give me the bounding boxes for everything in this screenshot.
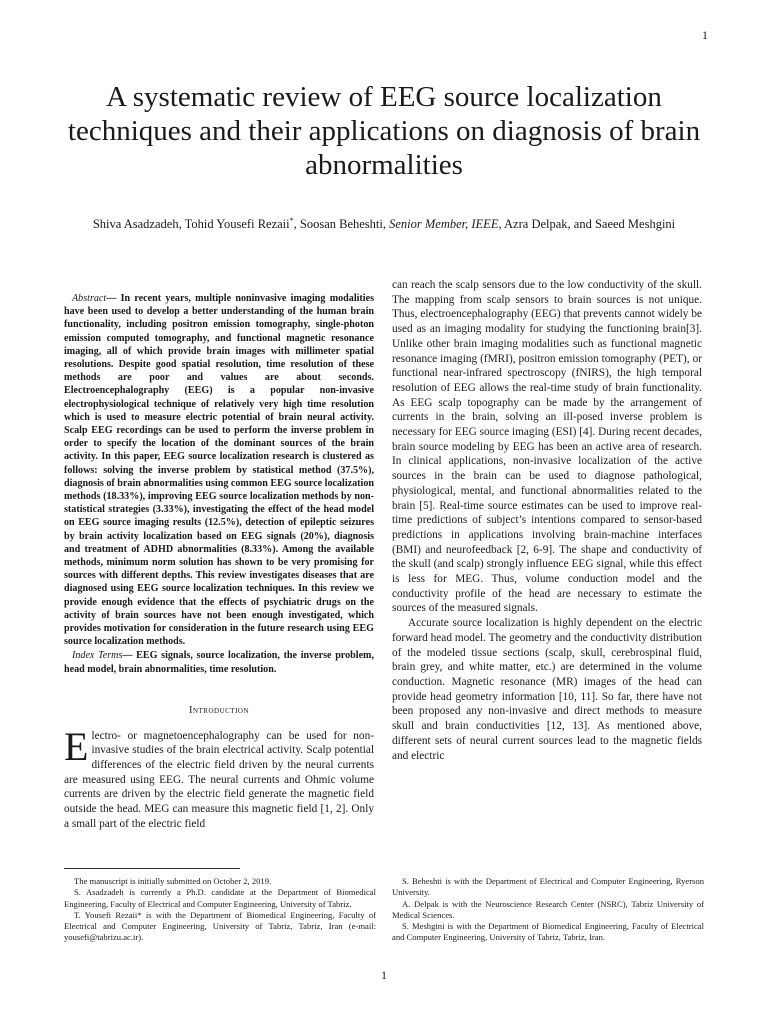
corresponding-author-mark: *	[289, 216, 294, 225]
footnote: S. Meshgini is with the Department of Biomedical Engineering, Faculty of Electrical and Computer Engineering, University of Tabriz, Tabriz, Iran.	[392, 921, 704, 943]
footnote: A. Delpak is with the Neuroscience Research Center (NSRC), Tabriz University of Medical Sciences.	[392, 898, 704, 920]
index-terms	[64, 649, 374, 675]
index-terms-text: EEG signals, source localization, the inverse problem, head model, brain abnormalities, time resolution.	[64, 650, 374, 675]
header-page-number: 1	[702, 28, 708, 42]
footnote: S. Asadzadeh is currently a Ph.D. candidate at the Department of Biomedical Engineering, Faculty of Electrical and Computer Engineering, University of Tabriz.	[64, 887, 376, 909]
footnote-divider	[64, 868, 240, 869]
author-names-1: Shiva Asadzadeh, Tohid Yousefi Rezaii	[92, 217, 290, 232]
footnote: S. Beheshti is with the Department of Electrical and Computer Engineering, Ryerson University.	[392, 876, 704, 898]
footnote: T. Yousefi Rezaii* is with the Department of Biomedical Engineering, Faculty of Electrical and Computer Engineering, University of Tabriz, Tabriz, Iran (e-mail: yousefi@tabrizu.ac.ir).	[64, 909, 376, 943]
footer-page-number: 1	[381, 968, 387, 982]
author-names-2: , Soosan Beheshti,	[293, 217, 390, 232]
abstract-dash: —	[106, 293, 121, 304]
section-heading-introduction: Introduction	[188, 704, 250, 716]
footnotes-right	[392, 876, 704, 944]
index-terms-dash: —	[122, 650, 137, 662]
footnote: The manuscript is initially submitted on October 2, 2019.	[74, 876, 272, 886]
author-list	[90, 212, 678, 233]
right-column	[392, 278, 702, 763]
introduction-paragraph-1	[64, 723, 374, 832]
footnotes-left	[64, 876, 376, 944]
drop-cap: E	[64, 723, 89, 769]
paper-title: A systematic review of EEG source localization techniques and their applications on diagnosis of brain abnormalities	[67, 81, 701, 181]
author-names-3: Azra Delpak, and Saeed Meshgini	[501, 217, 676, 232]
left-column	[64, 292, 374, 832]
index-terms-label: Index Terms	[72, 650, 123, 662]
abstract-text: In recent years, multiple noninvasive imaging modalities have been used to develop a better understanding of the human brain functionality, including positron emission tomography, single-photon emission computed tomography, and functional magnetic resonance imaging, all of which provide brain images with millimeter spatial resolutions. Despite good spatial resolution, time resolution of these methods are poor and values are about seconds. Electroencephalography (EEG) is a popular non-invasive electrophysiological technique of relatively very high time resolution which is used to measure electric potential of brain neural activity. Scalp EEG recordings can be used to perform the inverse problem in order to specify the location of the dominant sources of the brain activity. In this paper, EEG source localization research is clustered as follows: solving the inverse problem by statistical method (37.5%), diagnosis of brain abnormalities using common EEG source localization methods (18.33%), improving EEG source localization methods by non-statistical strategies (3.33%), investigating the effect of the head model on EEG source imaging results (12.5%), detection of epileptic seizures by brain activity localization based on EEG signals (20%), diagnosis and treatment of ADHD abnormalities (8.33%). Among the available methods, minimum norm solution has shown to be very promising for sources with different depths. This review investigates diseases that are diagnosed using EEG source localization techniques. In this review we provide enough evidence that the effects of psychiatric drugs on the activity of brain sources have not been enough investigated, which provides motivation for consideration in the future research using EEG source localization methods.	[64, 293, 374, 648]
introduction-text-left: lectro- or magnetoencephalography can be used for non-invasive studies of the brain electrical activity. Scalp potential differences of the electric field driven by the neural currents are measured using EEG. The neural currents and Ohmic volume currents are driven by the electric field generate the magnetic field outside the head. MEG can measure this magnetic field [1, 2]. Only a small part of the electric field	[64, 729, 374, 830]
introduction-text-right: can reach the scalp sensors due to the low conductivity of the skull. The mapping from scalp sensors to brain sources is not unique. Thus, electroencephalography (EEG) that prevents cannot widely be used as an imaging modality for studying the functioning brain[3]. Unlike other brain imaging modalities such as functional magnetic resonance imaging (fMRI), positron emission tomography (PET), or functional near-infrared spectroscopy (fNIRS), the high temporal resolution of EEG allows the real-time study of brain functionality. As EEG scalp topography can be made by the arrangement of currents in the brain, solving an ill-posed inverse problem is necessary for EEG source imaging (ESI) [4]. During recent decades, brain source modeling by EEG has been an active area of research. In clinical applications, non-invasive localization of the active sources in the brain can be used to diagnose pathological, physiological, mental, and functional abnormalities related to the brain [5]. Real-time source estimates can be used to improve real-time predictions of subject’s intentions compared to sensor-based predictions in applications involving brain-machine interfaces (BMI) and neurofeedback [2, 6-9]. The shape and conductivity of the skull (and scalp) strongly influence EEG signal, while this effect is less for MEG. Thus, volume conduction model and the conductivity profile of the head are necessary to estimate the sources of the measured signals.	[392, 279, 702, 615]
author-membership: Senior Member, IEEE,	[389, 217, 502, 232]
abstract	[64, 292, 374, 648]
abstract-label: Abstract	[72, 293, 107, 304]
introduction-paragraph-2: Accurate source localization is highly dependent on the electric forward head model. The geometry and the conductivity distribution of the modeled tissue sections (scalp, skull, cerebrospinal fluid, brain grey, and white matter, etc.) are determined in the volume conduction. Magnetic resonance (MR) images of the head can provide head geometry information [10, 11]. So far, there have not been proposed any non-invasive and direct methods to measure skull and brain conductivities [12, 13]. As mentioned above, different sets of neural current sources lead to the magnetic fields and electric	[392, 617, 702, 762]
